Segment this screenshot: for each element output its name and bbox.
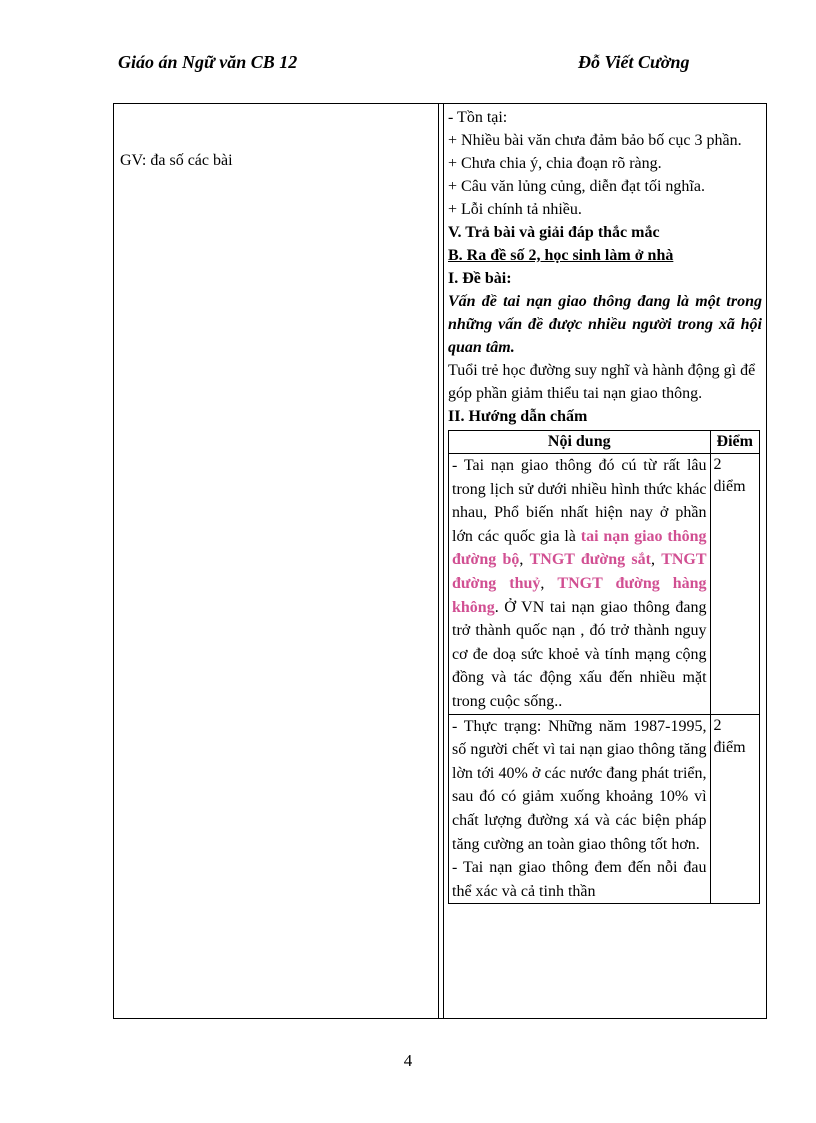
separator: , xyxy=(519,551,530,569)
issue-item: + Chưa chia ý, chia đoạn rõ ràng. xyxy=(448,155,662,172)
row2-score-number: 2 xyxy=(713,716,722,734)
grading-header-row xyxy=(449,431,760,454)
row2-text-a: - Thực trạng: Những năm 1987-1995, số người chết vì tai nạn giao thông tăng lờn tới 40% ở các nước đang phát triển, sau đó có giảm xuống khoảng 10% vì chất lượng đường xá và các biện pháp tăng cường an toàn giao thông tốt hơn. xyxy=(452,717,707,853)
link-water-traffic[interactable]: TNGT đường thuỷ xyxy=(452,551,707,592)
header-author: Đỗ Viết Cường xyxy=(578,52,690,72)
link-rail-traffic[interactable]: TNGT đường sắt xyxy=(529,551,651,569)
page-number: 4 xyxy=(403,1051,413,1070)
row2-score-unit: điểm xyxy=(713,738,746,756)
row2-text-b: - Tai nạn giao thông đem đến nỗi đau thể xác và cả tinh thần xyxy=(452,859,707,900)
section-ii-heading: II. Hướng dẫn chấm xyxy=(448,408,588,425)
ton-tai-label: - Tồn tại: xyxy=(448,109,508,126)
issue-item: + Câu văn lủng củng, diễn đạt tối nghĩa. xyxy=(448,178,705,195)
grading-table xyxy=(448,430,760,904)
row1-text-b: . Ở VN tai nạn giao thông đang trở thành quốc nạn , đó trở thành nguy cơ đe doạ sức khoẻ và tính mạng cộng đồng và tác động xấu đến nhiều mặt trong cuộc sống.. xyxy=(452,598,707,710)
row2-score xyxy=(710,714,759,904)
left-column-note: GV: đa số các bài xyxy=(120,152,233,169)
right-column xyxy=(448,106,762,904)
header-content: Nội dung xyxy=(449,431,711,454)
link-road-traffic[interactable]: tai nạn giao thông đường bộ xyxy=(452,527,707,569)
row1-score-unit: diểm xyxy=(713,478,746,495)
section-i-heading: I. Đề bài: xyxy=(448,270,512,287)
essay-prompt: Vấn đề tai nạn giao thông đang là một trong những vấn đề được nhiều người trong xã hội quan tâm. xyxy=(448,293,762,356)
issue-item: + Lỗi chính tả nhiều. xyxy=(448,201,582,218)
separator: , xyxy=(650,551,662,569)
row1-content xyxy=(449,454,711,715)
header-score: Điểm xyxy=(710,431,759,454)
row1-score xyxy=(710,454,759,715)
section-b-heading: B. Ra đề số 2, học sinh làm ở nhà xyxy=(448,247,674,264)
section-v-heading: V. Trả bài và giải đáp thắc mắc xyxy=(448,224,660,241)
row1-score-number: 2 xyxy=(713,456,722,473)
row1-text-a: - Tai nạn giao thông đó cú từ rất lâu trong lịch sử dưới nhiều hình thức khác nhau, Phổ biến nhất hiện nay ở phần lớn các quốc gia là xyxy=(452,457,707,545)
lesson-table xyxy=(113,103,767,1019)
link-air-traffic[interactable]: TNGT đường hàng không xyxy=(452,574,707,616)
table-row xyxy=(449,454,760,715)
separator: , xyxy=(540,574,558,592)
issue-item: + Nhiều bài văn chưa đảm bảo bố cục 3 phần. xyxy=(448,132,742,149)
essay-question: Tuổi trẻ học đường suy nghĩ và hành động gì để góp phần giảm thiểu tai nạn giao thông. xyxy=(448,362,756,402)
table-row xyxy=(449,714,760,904)
header-left-title: Giáo án Ngữ văn CB 12 xyxy=(118,52,298,72)
row2-content xyxy=(449,714,711,904)
column-divider xyxy=(438,104,444,1018)
